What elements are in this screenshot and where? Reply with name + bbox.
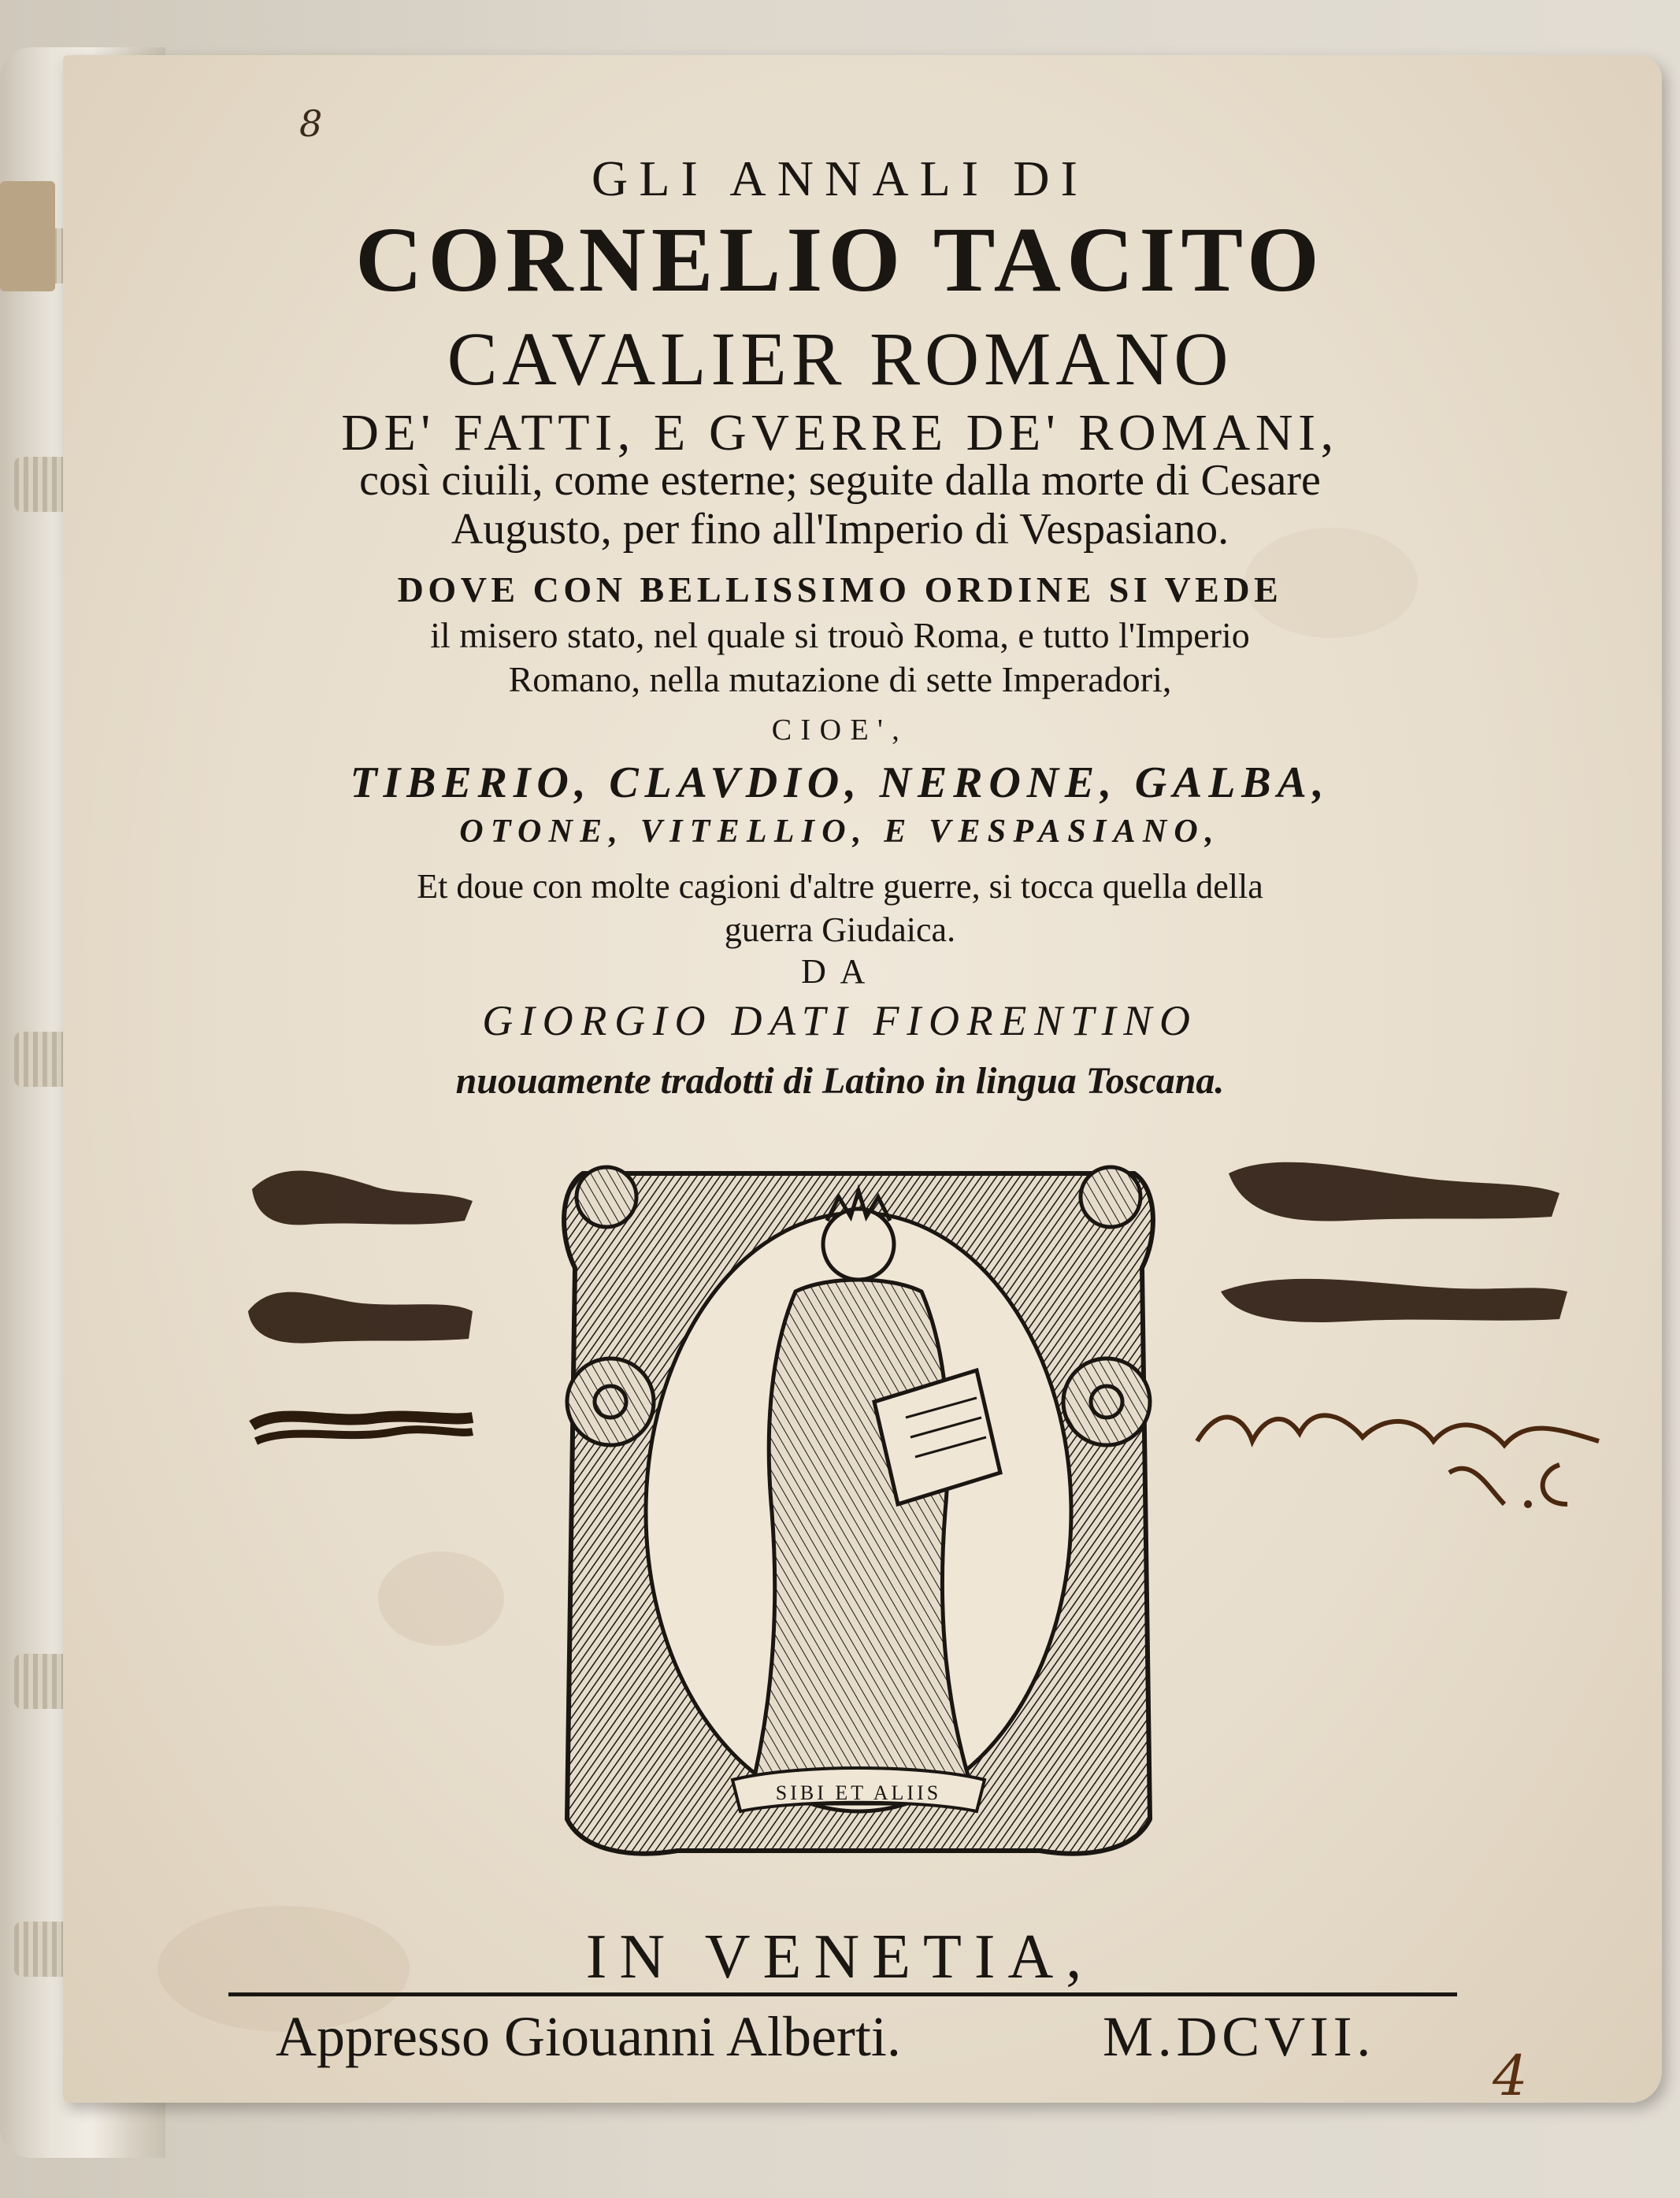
ink-blot-left: [236, 1142, 488, 1473]
title-line-14: guerra Giudaica.: [724, 910, 956, 949]
title-line-5: così ciuili, come esterne; seguite dalla morte di Cesare: [359, 456, 1321, 505]
woodcut-banner-text: SIBI ET ALIIS: [775, 1781, 942, 1804]
imprint-printer: Appresso Giouanni Alberti.: [276, 2005, 901, 2068]
title-line-13: Et doue con molte cagioni d'altre guerre, si tocca quella della: [417, 867, 1263, 906]
title-line-1: GLI ANNALI DI: [592, 150, 1088, 206]
title-line-3: CAVALIER ROMANO: [447, 317, 1233, 401]
title-line-4: DE' FATTI, E GVERRE DE' ROMANI,: [341, 404, 1339, 461]
title-line-8: il misero stato, nel quale si trouò Roma, e tutto l'Imperio: [430, 615, 1250, 655]
ink-blot-right: [1213, 1142, 1575, 1347]
handwritten-corner-mark: 4: [1493, 2044, 1528, 2108]
stain: [378, 1551, 504, 1646]
title-line-2: CORNELIO TACITO: [355, 208, 1325, 311]
title-line-6: Augusto, per fino all'Imperio di Vespasiano.: [451, 505, 1229, 554]
imprint-year: M.DCVII.: [1103, 2005, 1376, 2068]
title-line-9: Romano, nella mutazione di sette Imperadori,: [508, 659, 1172, 699]
title-line-12: OTONE, VITELLIO, E VESPASIANO,: [459, 814, 1221, 850]
manuscript-signature: [1189, 1370, 1630, 1528]
title-line-15: DA: [801, 952, 879, 991]
imprint-place: IN VENETIA,: [585, 1922, 1095, 1992]
handwritten-folio-mark: 8: [299, 102, 323, 145]
title-line-7: DOVE CON BELLISSIMO ORDINE SI VEDE: [397, 569, 1283, 610]
title-line-10: CIOE',: [771, 714, 909, 747]
title-line-17: nuouamente tradotti di Latino in lingua Toscana.: [455, 1060, 1225, 1102]
imprint-rule: [228, 1992, 1457, 1996]
printers-device-woodcut: [536, 1142, 1181, 1866]
title-line-11: TIBERIO, CLAVDIO, NERONE, GALBA,: [350, 758, 1330, 807]
title-line-16: GIORGIO DATI FIORENTINO: [482, 997, 1198, 1044]
